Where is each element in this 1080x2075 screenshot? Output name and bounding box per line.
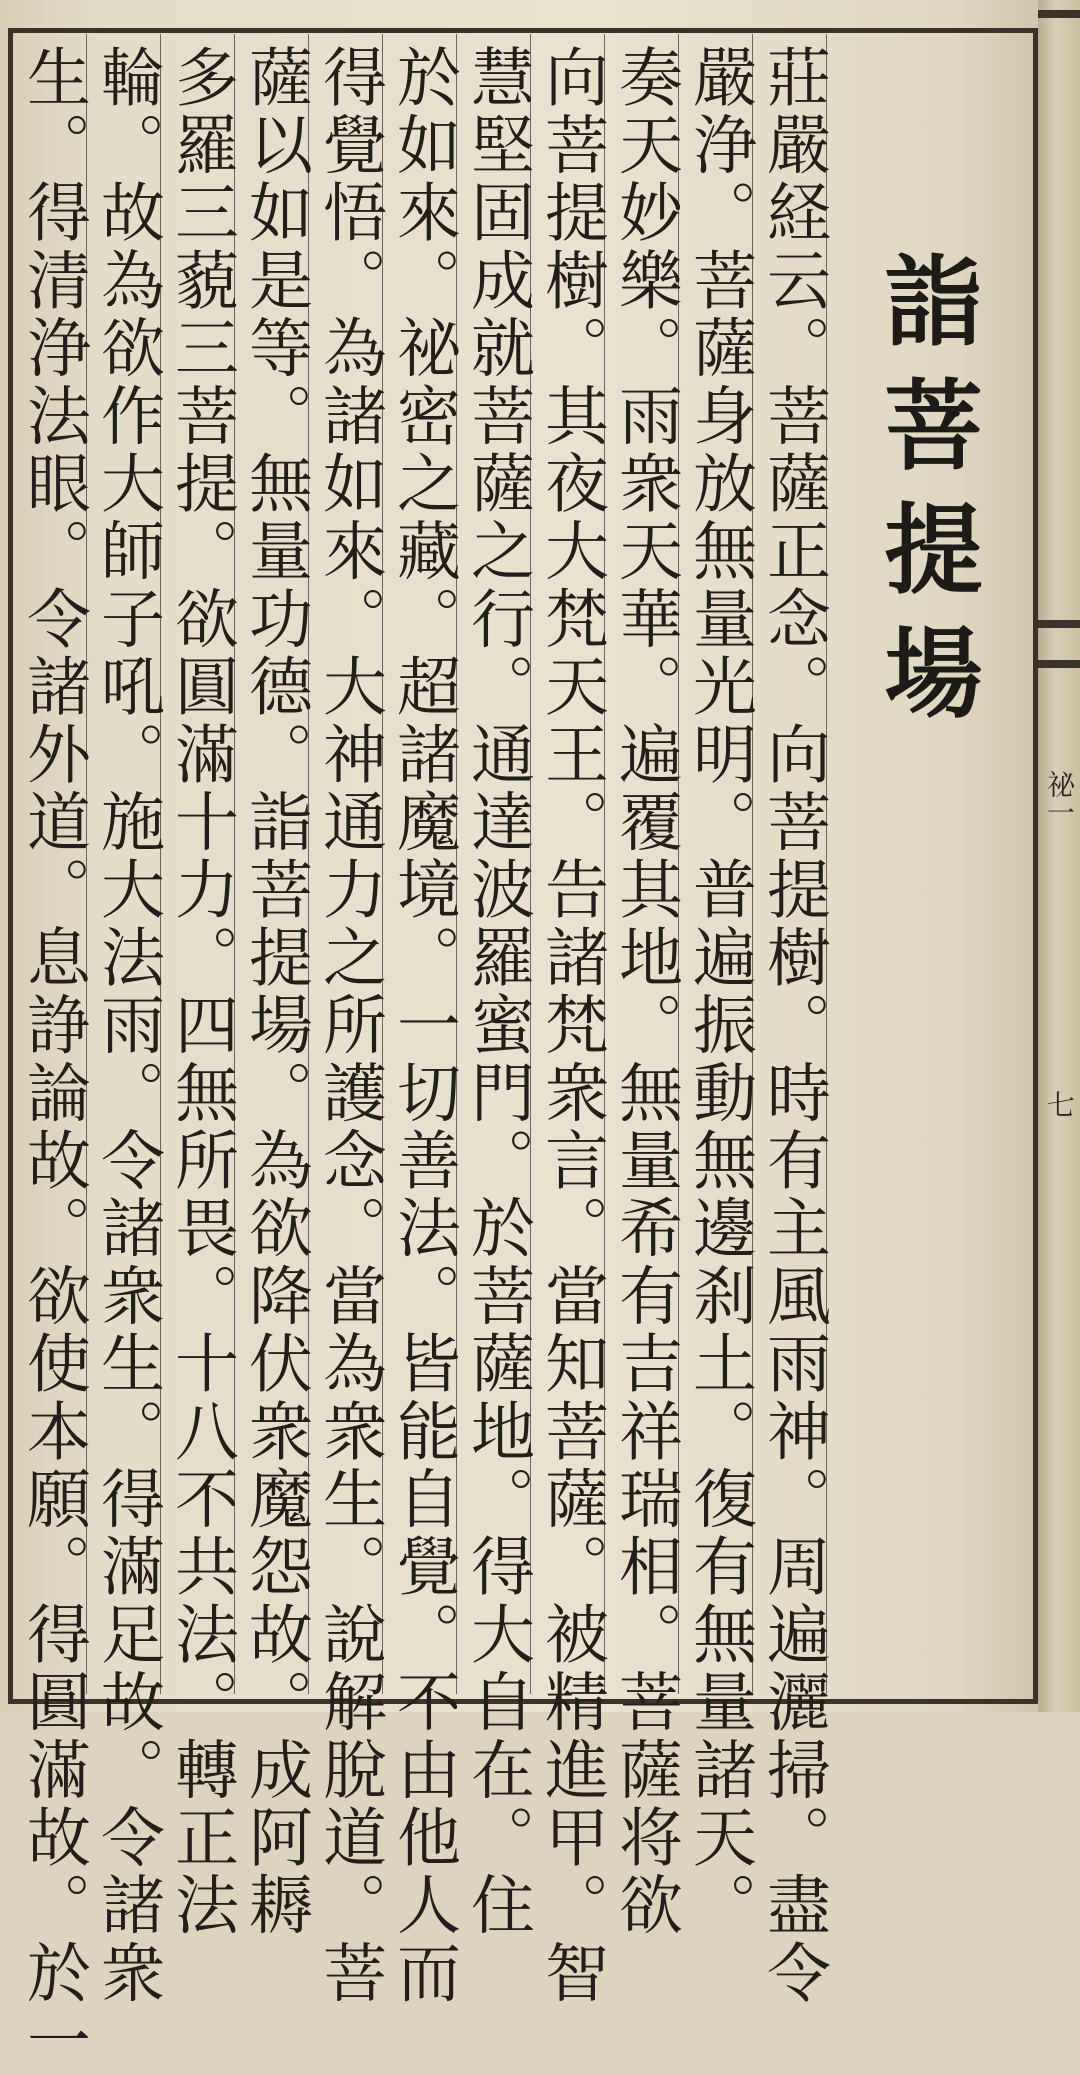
- text-column-content: 得覺悟。為諸如來。大神通力之所護念。當為衆生。說解脫道。菩: [312, 44, 386, 2008]
- text-column-content: 嚴浄。菩薩身放無量光明。普遍振動無邊刹土。復有無量諸天。: [682, 44, 756, 1940]
- text-column-11: [16, 44, 90, 2075]
- text-column-content: 輪。故為欲作大師子吼。施大法雨。令諸衆生。得滿足故。令諸衆: [90, 44, 164, 2008]
- text-column-8: [238, 44, 312, 1940]
- text-column-10: [90, 44, 164, 2008]
- text-column-5: [460, 44, 534, 1940]
- gutter-band: [1038, 10, 1080, 18]
- margin-page-mark: 七: [1043, 1090, 1076, 1118]
- text-column-7: [312, 44, 386, 2008]
- text-column-content: 莊嚴経云。菩薩正念。向菩提樹。時有主風雨神。周遍灑掃。盡令: [756, 44, 830, 2008]
- title-column: [868, 250, 983, 1890]
- text-column-content: 薩以如是等。無量功德。詣菩提場。為欲降伏衆魔怨故。成阿耨: [238, 44, 312, 1940]
- text-column-content: [0, 44, 14, 1940]
- text-column-9: [164, 44, 238, 1940]
- gutter-band: [1038, 620, 1080, 628]
- text-column-2: [682, 44, 756, 1940]
- text-column-3: [608, 44, 682, 1940]
- text-column-6: [386, 44, 460, 2008]
- text-column-content: 於如來。祕密之藏。超諸魔境。一切善法。皆能自覺。不由他人而: [386, 44, 460, 2008]
- page-title: 詣菩提場: [868, 250, 983, 746]
- text-column-content: 奏天妙樂。雨衆天華。遍覆其地。無量希有吉祥瑞相。菩薩将欲: [608, 44, 682, 1940]
- text-column-content: 多羅三藐三菩提。欲圓滿十力。四無所畏。十八不共法。轉正法: [164, 44, 238, 1940]
- text-column-4: [534, 44, 608, 2008]
- gutter-band: [1038, 660, 1080, 668]
- text-column-content: 向菩提樹。其夜大梵天王。告諸梵衆言。當知菩薩。被精進甲。智: [534, 44, 608, 2008]
- margin-chapter-mark: 祕一: [1043, 770, 1076, 826]
- text-column-content: 慧堅固成就菩薩之行。通達波羅蜜門。於菩薩地。得大自在。住: [460, 44, 534, 1940]
- binding-gutter: [1038, 0, 1080, 1712]
- text-column-1: [756, 44, 830, 2008]
- text-column-content: 生。得清浄法眼。令諸外道。息諍論故。欲使本願。得圓滿故。於一: [16, 44, 90, 2075]
